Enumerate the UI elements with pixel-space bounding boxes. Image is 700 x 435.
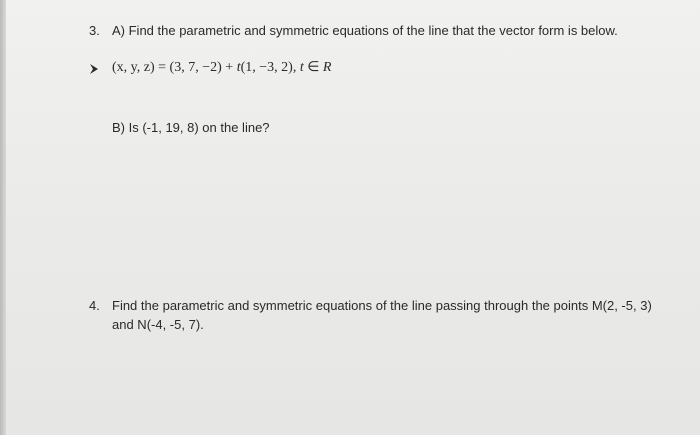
page-edge-shadow	[0, 0, 6, 435]
problem-4-line-2: and N(-4, -5, 7).	[112, 317, 204, 332]
equation-lhs: (x, y, z)	[112, 60, 155, 75]
problem-4-line-1: Find the parametric and symmetric equations of the line passing through the points M(2, -5, 3)	[112, 298, 652, 313]
equation-direction: (1, −3, 2)	[240, 60, 293, 75]
arrowhead-bullet-icon	[89, 63, 99, 75]
vector-equation	[112, 60, 331, 76]
equation-in: ∈	[303, 60, 323, 75]
equation-equals: =	[154, 60, 170, 75]
equation-set: R	[322, 60, 332, 75]
problem-3-part-a: A) Find the parametric and symmetric equations of the line that the vector form is below.	[112, 23, 618, 38]
problem-3-number: 3.	[89, 23, 100, 38]
problem-4-number: 4.	[89, 298, 100, 313]
equation-domain-var: t	[299, 60, 304, 75]
problem-3-part-b: B) Is (-1, 19, 8) on the line?	[112, 120, 270, 135]
equation-point: (3, 7, −2)	[169, 60, 222, 75]
equation-comma: ,	[292, 60, 300, 75]
equation-plus: +	[221, 60, 237, 75]
equation-param: t	[236, 60, 241, 75]
